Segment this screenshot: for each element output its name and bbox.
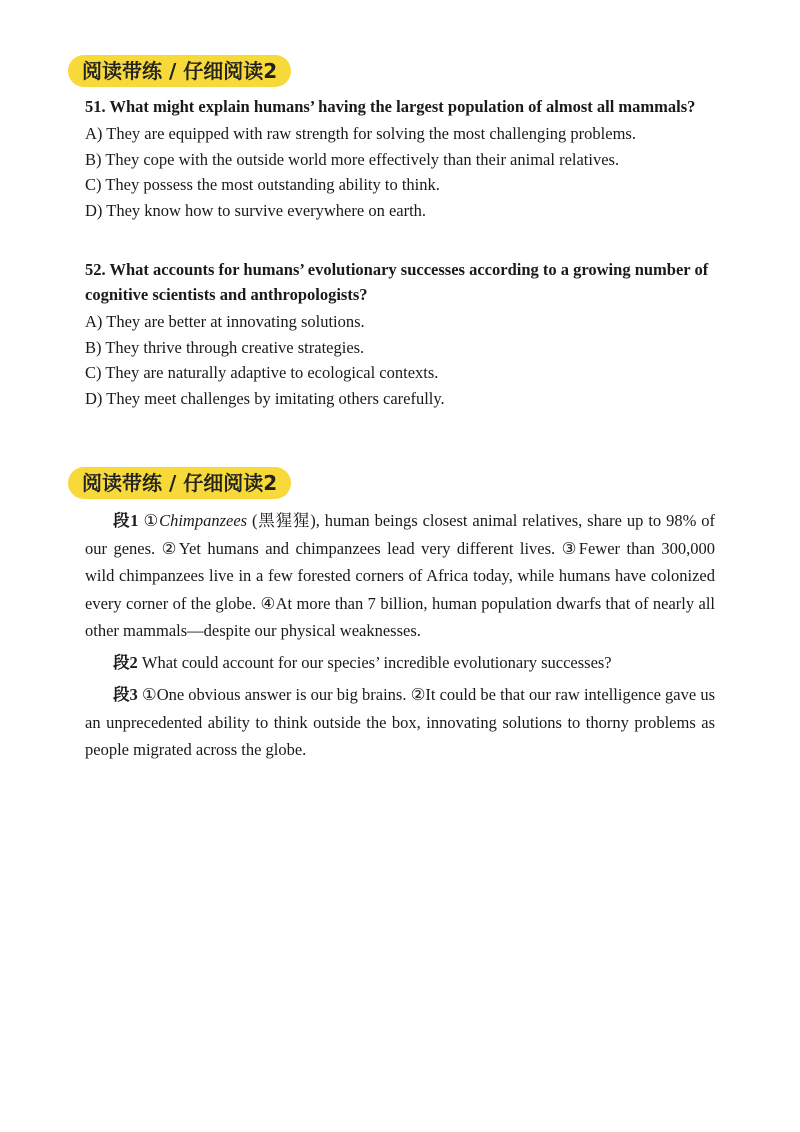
section-badge: 阅读带练 / 仔细阅读2 xyxy=(68,55,291,87)
question-title: 51. What might explain humans’ having the largest population of almost all mammals? xyxy=(85,97,696,116)
option-d: D) They meet challenges by imitating others carefully. xyxy=(85,388,445,408)
question-title: 52. What accounts for humans’ evolutionary successes according to a growing number of cognitive scientists and anthropologists? xyxy=(85,260,709,304)
option-a: A) They are better at innovating solutions. xyxy=(85,312,365,331)
sentence-1: (黑猩猩), human beings closest animal relatives, share up to 98% of our genes. xyxy=(85,511,716,558)
term-italic: Chimpanzees xyxy=(159,511,248,530)
sentence-3: ③Fewer than 300,000 wild chimpanzees live in a few forested corners of Africa today, while humans have colonized every corner of the globe. xyxy=(85,538,715,613)
section-badge: 阅读带练 / 仔细阅读2 xyxy=(68,467,291,499)
option-d: D) They know how to survive everywhere on earth. xyxy=(85,200,427,220)
paragraph-2 xyxy=(85,649,612,677)
paragraph-1 xyxy=(85,507,715,645)
sentence-2: ②Yet humans and chimpanzees lead very different lives. xyxy=(161,538,562,558)
option-c: C) They are naturally adaptive to ecological contexts. xyxy=(85,363,439,383)
option-c: C) They possess the most outstanding ability to think. xyxy=(85,175,440,195)
sentence-1: ①One obvious answer is our big brains. xyxy=(137,685,411,704)
question-51 xyxy=(85,94,725,223)
paragraph-3 xyxy=(85,681,715,764)
option-a: A) They are equipped with raw strength for solving the most challenging problems. xyxy=(85,124,636,143)
sentence-1: What could account for our species’ incredible evolutionary successes? xyxy=(137,653,612,672)
question-52 xyxy=(85,257,725,411)
paragraph-marker: 段3 xyxy=(113,685,138,704)
option-b: B) They cope with the outside world more effectively than their animal relatives. xyxy=(85,149,620,169)
paragraph-marker: 段2 xyxy=(113,653,138,672)
sentence-2: ②It could be that our raw intelligence gave us an unprecedented ability to think outside the box, innovating solutions to thorny problems as people migrated across the globe. xyxy=(85,685,716,759)
option-b: B) They thrive through creative strategies. xyxy=(85,337,365,357)
sentence-4: ④At more than 7 billion, human population dwarfs that of nearly all other mammals—despite our physical weaknesses. xyxy=(85,593,715,640)
paragraph-marker: 段1 xyxy=(113,511,139,530)
sentence-number: ① xyxy=(143,511,160,530)
